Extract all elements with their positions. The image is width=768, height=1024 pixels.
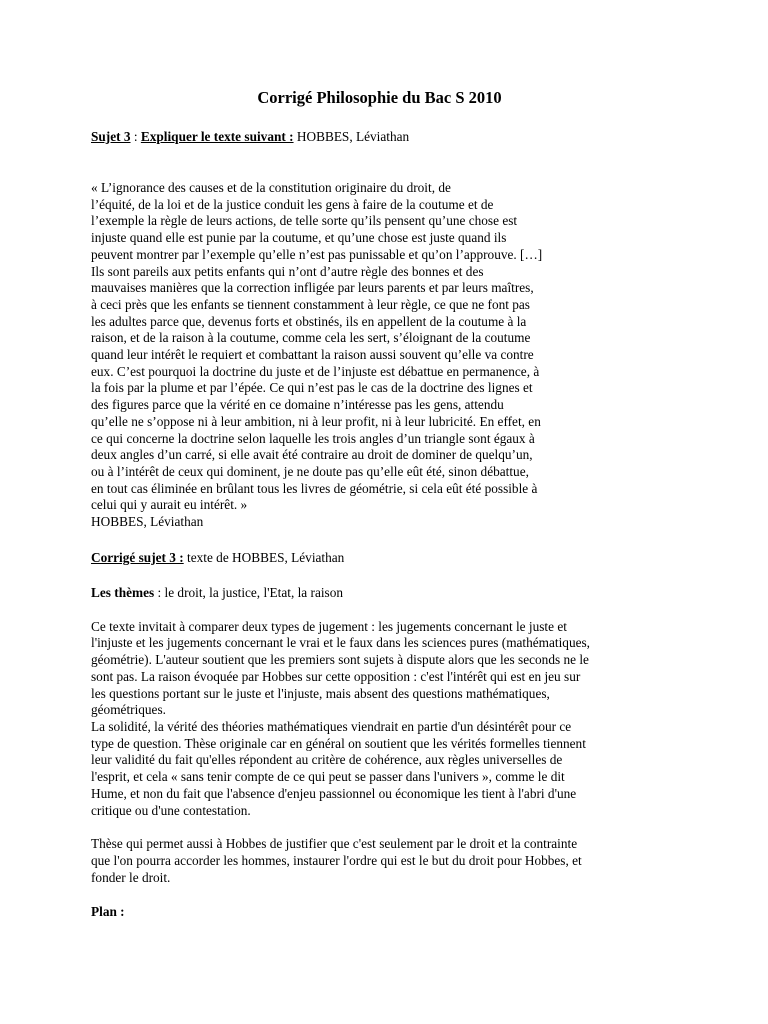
subject-line <box>91 128 668 146</box>
body-line: Ce texte invitait à comparer deux types de jugement : les jugements concernant le juste et <box>91 618 567 634</box>
quote-line: « L’ignorance des causes et de la constitution originaire du droit, de <box>91 180 451 195</box>
quote-line: peuvent montrer par l’exemple qu’elle n’est pas punissable et qu’on l’approuve. […] <box>91 246 543 262</box>
body-line: que l'on pourra accorder les hommes, instaurer l'ordre qui est le but du droit pour Hobbes, et <box>91 852 582 868</box>
themes-text: : le droit, la justice, l'Etat, la raison <box>154 584 344 600</box>
quote-line: ce qui concerne la doctrine selon laquelle les trois angles d’un triangle sont égaux à <box>91 430 535 446</box>
quote-line: ou à l’intérêt de ceux qui dominent, je ne doute pas qu’elle eût été, sinon débattue, <box>91 463 529 479</box>
body-line: leur validité du fait qu'elles répondent au critère de cohérence, aux règles universelles de <box>91 752 563 768</box>
body-line: géométrie). L'auteur soutient que les premiers sont sujets à dispute alors que les seconds ne le <box>91 652 589 668</box>
thesis-paragraph <box>91 836 668 886</box>
body-line: l'esprit, et cela « sans tenir compte de ce qui peut se passer dans l'univers », comme le dit <box>91 769 565 785</box>
subject-separator: : <box>130 129 141 144</box>
quote-line: deux angles d’un carré, si elle avait été contraire au droit de dominer de quelqu’un, <box>91 447 533 463</box>
body-line: sont pas. La raison évoquée par Hobbes sur cette opposition : c'est l'intérêt qui est en jeu sur <box>91 668 581 684</box>
plan-heading: Plan : <box>91 904 125 920</box>
quote-line: des figures parce que la vérité en ce domaine n’intéresse pas les gens, attendu <box>91 397 504 413</box>
body-line: fonder le droit. <box>91 869 171 885</box>
themes-label: Les thèmes <box>91 584 155 600</box>
corrige-text: texte de HOBBES, Léviathan <box>183 549 345 565</box>
quote-line: qu’elle ne s’oppose ni à leur ambition, ni à leur profit, ni à leur lubricité. En effet, en <box>91 413 541 429</box>
body-line: critique ou d'une contestation. <box>91 802 251 818</box>
quote-line: injuste quand elle est punie par la coutume, et qu’une chose est juste quand ils <box>91 230 507 246</box>
corrige-line <box>91 549 668 567</box>
quote-line: eux. C’est pourquoi la doctrine du juste et de l’injuste est débattue en permanence, à <box>91 363 540 379</box>
body-line: La solidité, la vérité des théories mathématiques viendrait en partie d'un désintérêt pour ce <box>91 718 572 734</box>
document-title: Corrigé Philosophie du Bac S 2010 <box>257 88 502 107</box>
quote-line: en tout cas éliminée en brûlant tous les livres de géométrie, si cela eût été possible à <box>91 480 538 496</box>
subject-source: HOBBES, Léviathan <box>293 129 410 144</box>
quote-line: l’équité, de la loi et de la justice conduit les gens à faire de la coutume et de <box>91 196 494 212</box>
body-line: Hume, et non du fait que l'absence d'enjeu passionnel ou économique les tient à l'abri d'une <box>91 785 577 801</box>
quote-line: les adultes parce que, devenus forts et obstinés, ils en appellent de la coutume à la <box>91 313 527 329</box>
themes-line <box>91 584 668 602</box>
quote-line: quand leur intérêt le requiert et combattant la raison aussi souvent qu’elle va contre <box>91 347 534 363</box>
body-line: géométriques. <box>91 702 166 718</box>
corrige-label: Corrigé sujet 3 : <box>91 549 184 565</box>
quote-line: la fois par la plume et par l’épée. Ce qui n’est pas le cas de la doctrine des lignes et <box>91 380 533 396</box>
body-line: les questions portant sur le juste et l'injuste, mais absent des questions mathématiques, <box>91 685 550 701</box>
quote-line: l’exemple la règle de leurs actions, de telle sorte qu’ils pensent qu’une chose est <box>91 213 518 229</box>
quote-line: Ils sont pareils aux petits enfants qui n’ont d’autre règle des bonnes et des <box>91 263 484 279</box>
body-line: type de question. Thèse originale car en général on soutient que les vérités formelles tiennent <box>91 735 586 751</box>
quote-line: à ceci près que les enfants se tiennent constamment à leur règle, ce que ne font pas <box>91 296 530 312</box>
quote-line: celui qui y aurait eu intérêt. » <box>91 497 248 513</box>
quote-line: raison, et de la raison à la coutume, comme cela les sert, s’éloignant de la coutume <box>91 330 531 346</box>
hobbes-quote <box>91 180 668 531</box>
quote-line: mauvaises manières que la correction infligée par leurs parents et par leurs maîtres, <box>91 280 534 296</box>
body-line: Thèse qui permet aussi à Hobbes de justifier que c'est seulement par le droit et la contrainte <box>91 836 578 852</box>
subject-instruction: Expliquer le texte suivant : <box>140 129 294 144</box>
quote-attribution: HOBBES, Léviathan <box>91 514 204 530</box>
body-line: l'injuste et les jugements concernant le vrai et le faux dans les sciences pures (mathématiques, <box>91 635 591 651</box>
subject-label: Sujet 3 <box>91 129 131 144</box>
analysis-paragraph <box>91 619 668 819</box>
